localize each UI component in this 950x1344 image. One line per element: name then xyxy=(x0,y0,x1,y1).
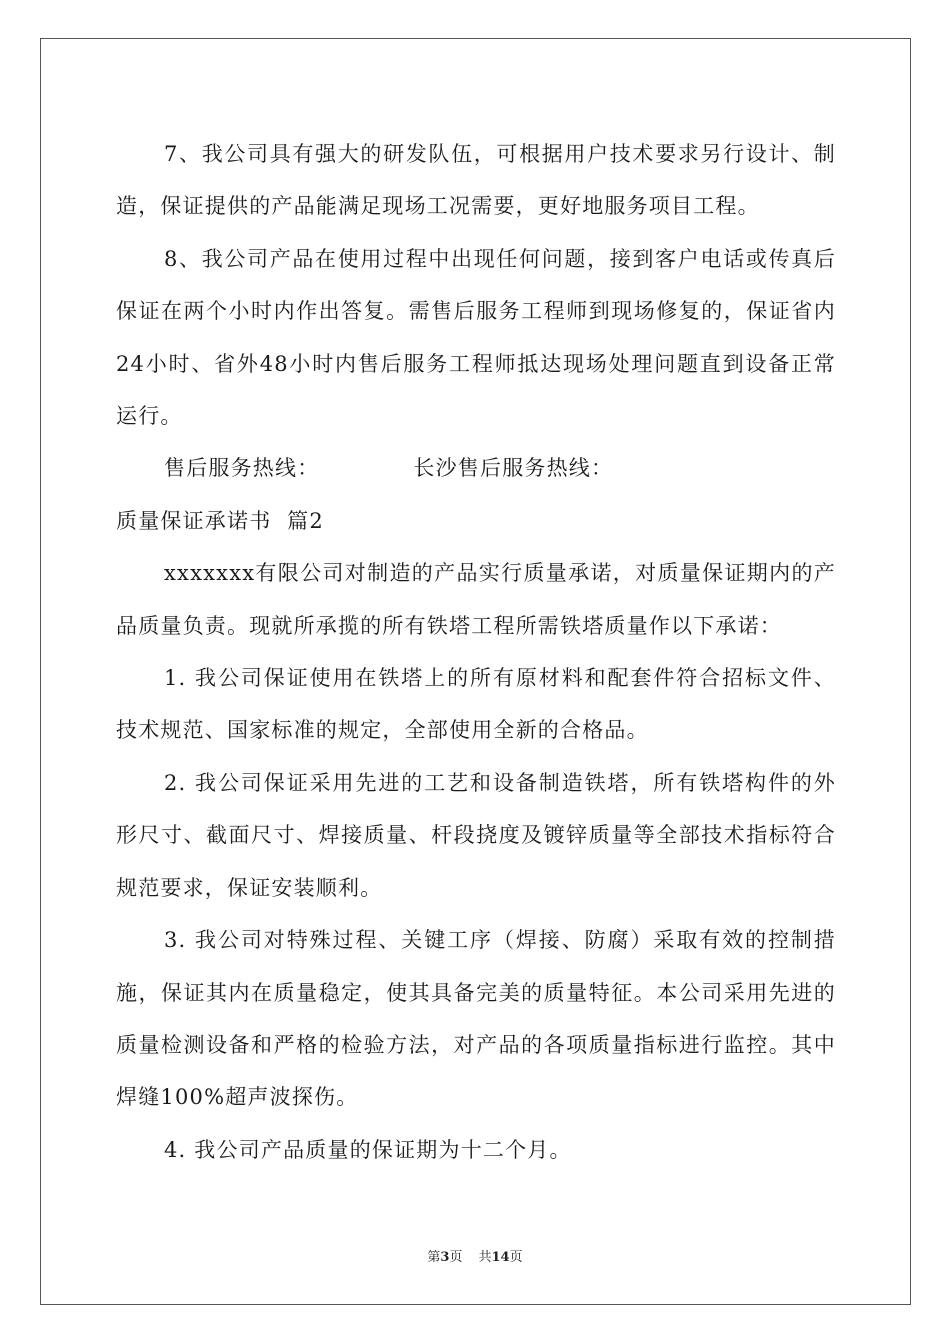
document-body xyxy=(116,128,836,1176)
page-footer xyxy=(0,1246,950,1265)
total-pages: 14 xyxy=(491,1250,510,1265)
page-suffix: 页 xyxy=(449,1250,463,1265)
page-prefix: 第 xyxy=(427,1250,441,1265)
hotline-line xyxy=(116,442,836,494)
promise-1: 1. 我公司保证使用在铁塔上的所有原材料和配套件符合招标文件、技术规范、国家标准的规定，全部使用全新的合格品。 xyxy=(116,666,836,743)
promise-2: 2. 我公司保证采用先进的工艺和设备制造铁塔，所有铁塔构件的外形尺寸、截面尺寸、焊接质量、杆段挠度及镀锌质量等全部技术指标符合规范要求，保证安装顺利。 xyxy=(116,770,836,900)
promise-3: 3. 我公司对特殊过程、关键工序（焊接、防腐）采取有效的控制措施，保证其内在质量稳定，使其具备完美的质量特征。本公司采用先进的质量检测设备和严格的检验方法，对产品的各项质量指标进行监控。其中焊缝100%超声波探伤。 xyxy=(116,928,836,1110)
section-heading: 质量保证承诺书 篇2 xyxy=(116,508,324,533)
promise-4: 4. 我公司产品质量的保证期为十二个月。 xyxy=(164,1137,572,1162)
total-suffix: 页 xyxy=(509,1250,523,1265)
intro-paragraph: xxxxxxx有限公司对制造的产品实行质量承诺，对质量保证期内的产品质量负责。现就所承揽的所有铁塔工程所需铁塔质量作以下承诺： xyxy=(116,561,836,638)
paragraph-item-7: 7、我公司具有强大的研发队伍，可根据用户技术要求另行设计、制造，保证提供的产品能满足现场工况需要，更好地服务项目工程。 xyxy=(116,142,836,219)
changsha-hotline-label: 长沙售后服务热线： xyxy=(413,456,614,481)
page-number: 3 xyxy=(440,1250,450,1265)
total-prefix: 共 xyxy=(478,1250,492,1265)
hotline-label: 售后服务热线： xyxy=(164,456,320,481)
paragraph-item-8: 8、我公司产品在使用过程中出现任何问题，接到客户电话或传真后保证在两个小时内作出答复。需售后服务工程师到现场修复的，保证省内24小时、省外48小时内售后服务工程师抵达现场处理问题直到设备正常运行。 xyxy=(116,246,836,429)
